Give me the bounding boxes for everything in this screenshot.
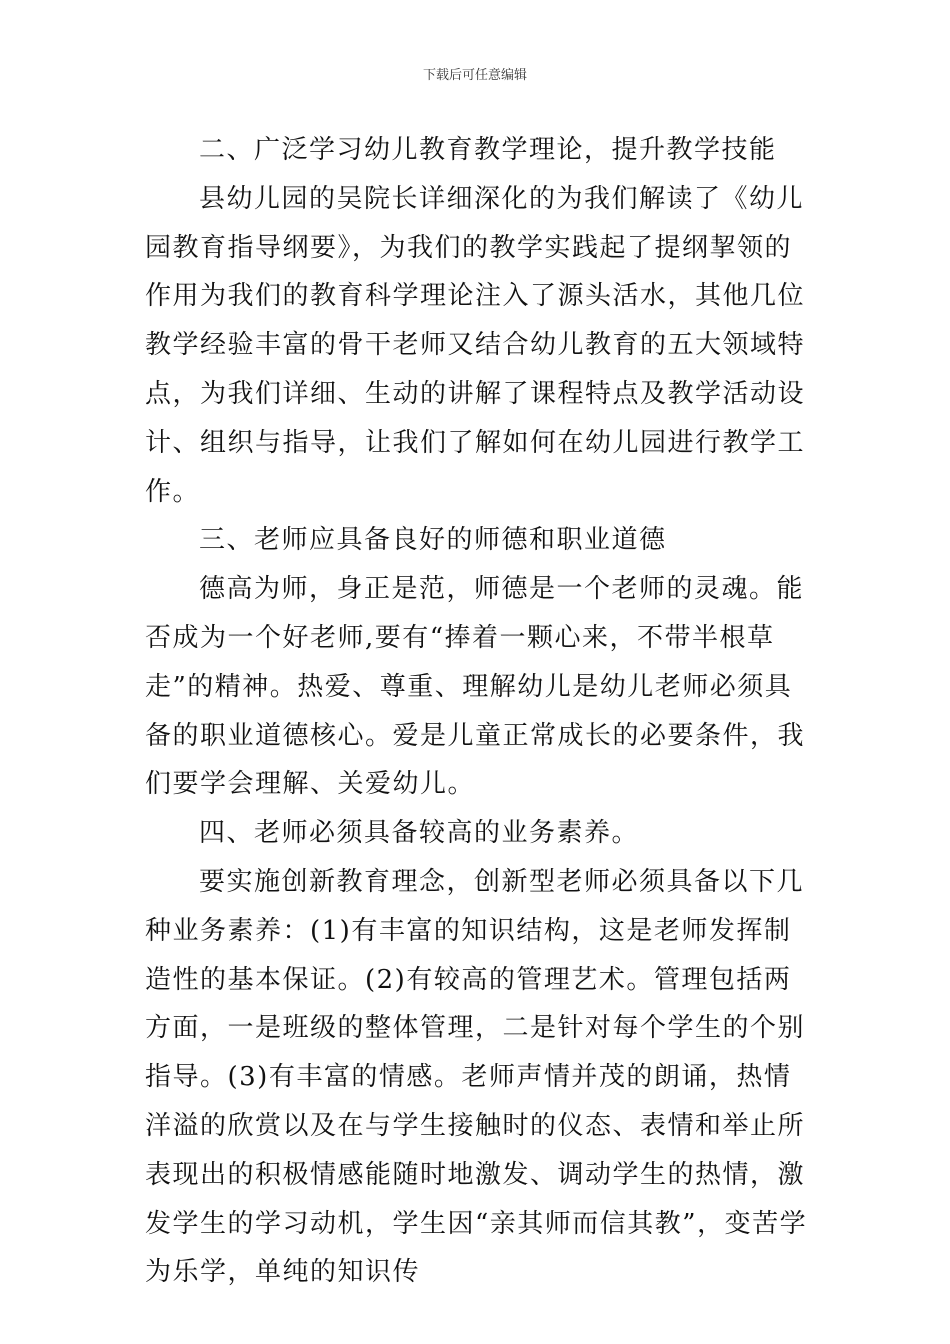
section-heading-3: 三、老师应具备良好的师德和职业道德 bbox=[199, 525, 667, 556]
paragraph: 要实施创新教育理念，创新型老师必须具备以下几种业务素养：(1)有丰富的知识结构，这是老师发挥制造性的基本保证。(2)有较高的管理艺术。管理包括两方面，一是班级的整体管理，二是针对每个学生的个别指导。(3)有丰富的情感。老师声情并茂的朗诵，热情洋溢的欣赏以及在与学生接触时的仪态、表情和举止所表现出的积极情感能随时地激发、调动学生的热情，激发学生的学习动机，学生因“亲其师而信其教”，变苦学为乐学，单纯的知识传 bbox=[145, 866, 808, 1288]
section-heading-4: 四、老师必须具备较高的业务素养。 bbox=[199, 818, 640, 849]
page-header: 下载后可任意编辑 bbox=[422, 68, 527, 83]
section-heading-2: 二、广泛学习幼儿教育教学理论，提升教学技能 bbox=[199, 135, 777, 165]
document-body bbox=[145, 126, 810, 1297]
paragraph: 德高为师，身正是范，师德是一个老师的灵魂。能否成为一个好老师,要有“捧着一颗心来，不带半根草走”的精神。热爱、尊重、理解幼儿是幼儿老师必须具备的职业道德核心。爱是儿童正常成长的必要条件，我们要学会理解、关爱幼儿。 bbox=[145, 574, 806, 800]
paragraph: 县幼儿园的吴院长详细深化的为我们解读了《幼儿园教育指导纲要》，为我们的教学实践起了提纲挈领的作用为我们的教育科学理论注入了源头活水，其他几位教学经验丰富的骨干老师又结合幼儿教育的五大领域特点，为我们详细、生动的讲解了课程特点及教学活动设计、组织与指导，让我们了解如何在幼儿园进行教学工作。 bbox=[145, 183, 806, 507]
